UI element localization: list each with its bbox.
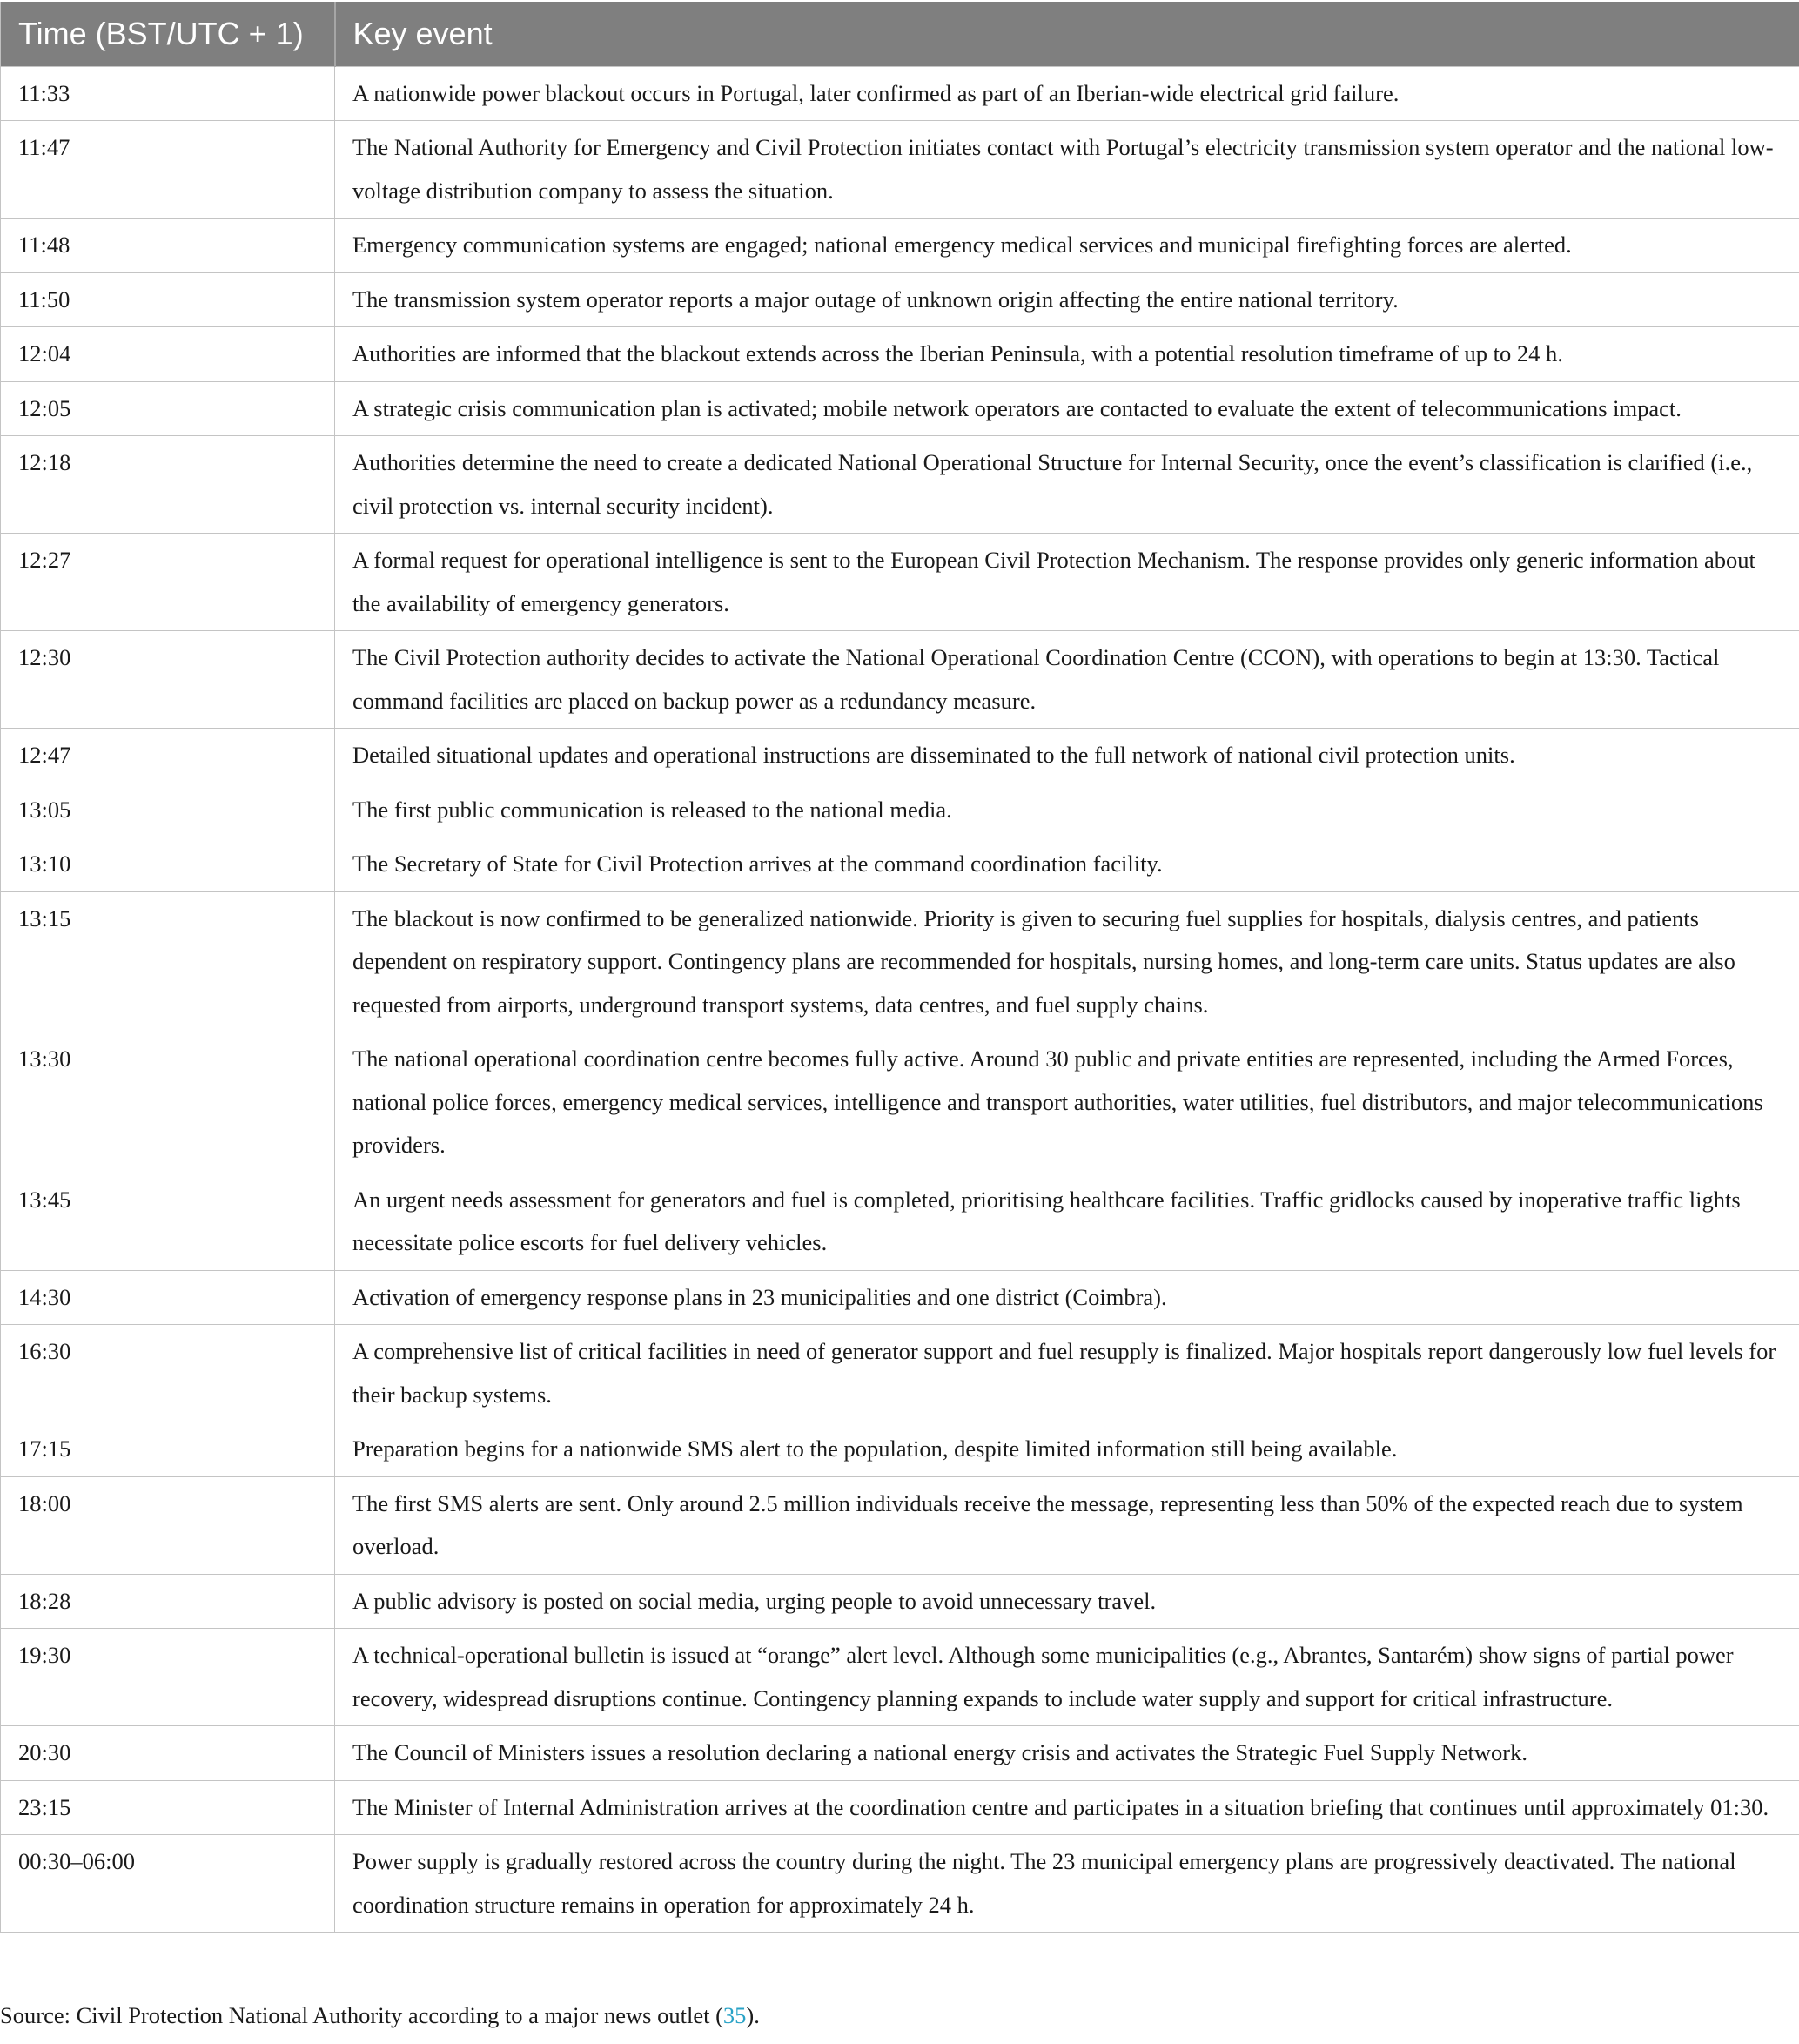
table-body bbox=[1, 66, 1799, 1933]
table-row bbox=[1, 1032, 1799, 1173]
event-cell: Authorities determine the need to create a dedicated National Operational Structure for Internal Security, once the event’s classification is clarified (i.e., civil protection vs. internal security incident). bbox=[335, 436, 1799, 534]
event-cell: Detailed situational updates and operational instructions are disseminated to the full network of national civil protection units. bbox=[335, 729, 1799, 783]
time-cell: 13:10 bbox=[1, 837, 335, 892]
table-row bbox=[1, 729, 1799, 783]
table-row bbox=[1, 1574, 1799, 1629]
event-cell: The national operational coordination centre becomes fully active. Around 30 public and private entities are represented, including the Armed Forces, national police forces, emergency medical services, intelligence and transport authorities, water utilities, fuel distributors, and major telecommunications providers. bbox=[335, 1032, 1799, 1173]
time-cell: 12:05 bbox=[1, 381, 335, 436]
time-cell: 13:30 bbox=[1, 1032, 335, 1173]
table-row bbox=[1, 1726, 1799, 1781]
time-cell: 14:30 bbox=[1, 1270, 335, 1325]
time-cell: 18:28 bbox=[1, 1574, 335, 1629]
table-row bbox=[1, 219, 1799, 273]
table-header bbox=[1, 2, 1799, 66]
timeline-table bbox=[0, 2, 1799, 1933]
table-row bbox=[1, 1476, 1799, 1574]
time-cell: 11:50 bbox=[1, 272, 335, 327]
source-suffix: ). bbox=[746, 2002, 760, 2028]
time-cell: 12:18 bbox=[1, 436, 335, 534]
table-row bbox=[1, 1835, 1799, 1933]
table-row bbox=[1, 631, 1799, 729]
event-cell: The Civil Protection authority decides to activate the National Operational Coordination Centre (CCON), with operations to begin at 13:30. Tactical command facilities are placed on backup power as a redundancy measure. bbox=[335, 631, 1799, 729]
event-cell: A strategic crisis communication plan is activated; mobile network operators are contacted to evaluate the extent of telecommunications impact. bbox=[335, 381, 1799, 436]
table-row bbox=[1, 436, 1799, 534]
table-row bbox=[1, 783, 1799, 837]
time-column-header: Time (BST/UTC + 1) bbox=[1, 2, 335, 66]
event-cell: Preparation begins for a nationwide SMS alert to the population, despite limited information still being available. bbox=[335, 1422, 1799, 1477]
time-cell: 13:15 bbox=[1, 891, 335, 1032]
table-row bbox=[1, 1173, 1799, 1270]
time-cell: 17:15 bbox=[1, 1422, 335, 1477]
time-cell: 12:27 bbox=[1, 534, 335, 631]
event-cell: The transmission system operator reports a major outage of unknown origin affecting the entire national territory. bbox=[335, 272, 1799, 327]
event-cell: Activation of emergency response plans in 23 municipalities and one district (Coimbra). bbox=[335, 1270, 1799, 1325]
source-prefix: Source: Civil Protection National Authority according to a major news outlet ( bbox=[0, 2002, 723, 2028]
table-row bbox=[1, 381, 1799, 436]
event-cell: The National Authority for Emergency and Civil Protection initiates contact with Portugal’s electricity transmission system operator and the national low-voltage distribution company to assess the situation. bbox=[335, 121, 1799, 219]
time-cell: 18:00 bbox=[1, 1476, 335, 1574]
table-row bbox=[1, 534, 1799, 631]
time-cell: 16:30 bbox=[1, 1325, 335, 1422]
timeline-table-container bbox=[0, 2, 1799, 1933]
time-cell: 23:15 bbox=[1, 1780, 335, 1835]
time-cell: 13:05 bbox=[1, 783, 335, 837]
time-cell: 11:47 bbox=[1, 121, 335, 219]
event-cell: The blackout is now confirmed to be generalized nationwide. Priority is given to securing fuel supplies for hospitals, dialysis centres, and patients dependent on respiratory support. Contingency plans are recommended for hospitals, nursing homes, and long-term care units. Status updates are also requested from airports, underground transport systems, data centres, and fuel supply chains. bbox=[335, 891, 1799, 1032]
event-cell: A formal request for operational intelligence is sent to the European Civil Protection Mechanism. The response provides only generic information about the availability of emergency generators. bbox=[335, 534, 1799, 631]
time-cell: 20:30 bbox=[1, 1726, 335, 1781]
table-row bbox=[1, 837, 1799, 892]
event-cell: A technical-operational bulletin is issued at “orange” alert level. Although some municipalities (e.g., Abrantes, Santarém) show signs of partial power recovery, widespread disruptions continue. Contingency planning expands to include water supply and support for critical infrastructure. bbox=[335, 1629, 1799, 1726]
time-cell: 11:48 bbox=[1, 219, 335, 273]
time-cell: 19:30 bbox=[1, 1629, 335, 1726]
event-cell: Authorities are informed that the blackout extends across the Iberian Peninsula, with a potential resolution timeframe of up to 24 h. bbox=[335, 327, 1799, 382]
time-cell: 12:30 bbox=[1, 631, 335, 729]
table-row bbox=[1, 327, 1799, 382]
table-row bbox=[1, 1270, 1799, 1325]
time-cell: 00:30–06:00 bbox=[1, 1835, 335, 1933]
source-note bbox=[0, 2002, 760, 2029]
time-cell: 12:04 bbox=[1, 327, 335, 382]
header-row bbox=[1, 2, 1799, 66]
table-row bbox=[1, 1780, 1799, 1835]
table-row bbox=[1, 121, 1799, 219]
table-row bbox=[1, 1325, 1799, 1422]
table-row bbox=[1, 891, 1799, 1032]
table-row bbox=[1, 1629, 1799, 1726]
table-row bbox=[1, 1422, 1799, 1477]
reference-link[interactable]: 35 bbox=[722, 2002, 747, 2028]
event-cell: The Minister of Internal Administration arrives at the coordination centre and participates in a situation briefing that continues until approximately 01:30. bbox=[335, 1780, 1799, 1835]
event-cell: The first SMS alerts are sent. Only around 2.5 million individuals receive the message, representing less than 50% of the expected reach due to system overload. bbox=[335, 1476, 1799, 1574]
table-row bbox=[1, 272, 1799, 327]
event-cell: The Secretary of State for Civil Protection arrives at the command coordination facility. bbox=[335, 837, 1799, 892]
event-column-header: Key event bbox=[335, 2, 1799, 66]
event-cell: The Council of Ministers issues a resolution declaring a national energy crisis and activates the Strategic Fuel Supply Network. bbox=[335, 1726, 1799, 1781]
time-cell: 13:45 bbox=[1, 1173, 335, 1270]
event-cell: The first public communication is released to the national media. bbox=[335, 783, 1799, 837]
time-cell: 12:47 bbox=[1, 729, 335, 783]
event-cell: A nationwide power blackout occurs in Portugal, later confirmed as part of an Iberian-wide electrical grid failure. bbox=[335, 66, 1799, 121]
event-cell: Emergency communication systems are engaged; national emergency medical services and municipal firefighting forces are alerted. bbox=[335, 219, 1799, 273]
event-cell: A comprehensive list of critical facilities in need of generator support and fuel resupply is finalized. Major hospitals report dangerously low fuel levels for their backup systems. bbox=[335, 1325, 1799, 1422]
event-cell: An urgent needs assessment for generators and fuel is completed, prioritising healthcare facilities. Traffic gridlocks caused by inoperative traffic lights necessitate police escorts for fuel delivery vehicles. bbox=[335, 1173, 1799, 1270]
event-cell: A public advisory is posted on social media, urging people to avoid unnecessary travel. bbox=[335, 1574, 1799, 1629]
event-cell: Power supply is gradually restored across the country during the night. The 23 municipal emergency plans are progressively deactivated. The national coordination structure remains in operation for approximately 24 h. bbox=[335, 1835, 1799, 1933]
time-cell: 11:33 bbox=[1, 66, 335, 121]
table-row bbox=[1, 66, 1799, 121]
